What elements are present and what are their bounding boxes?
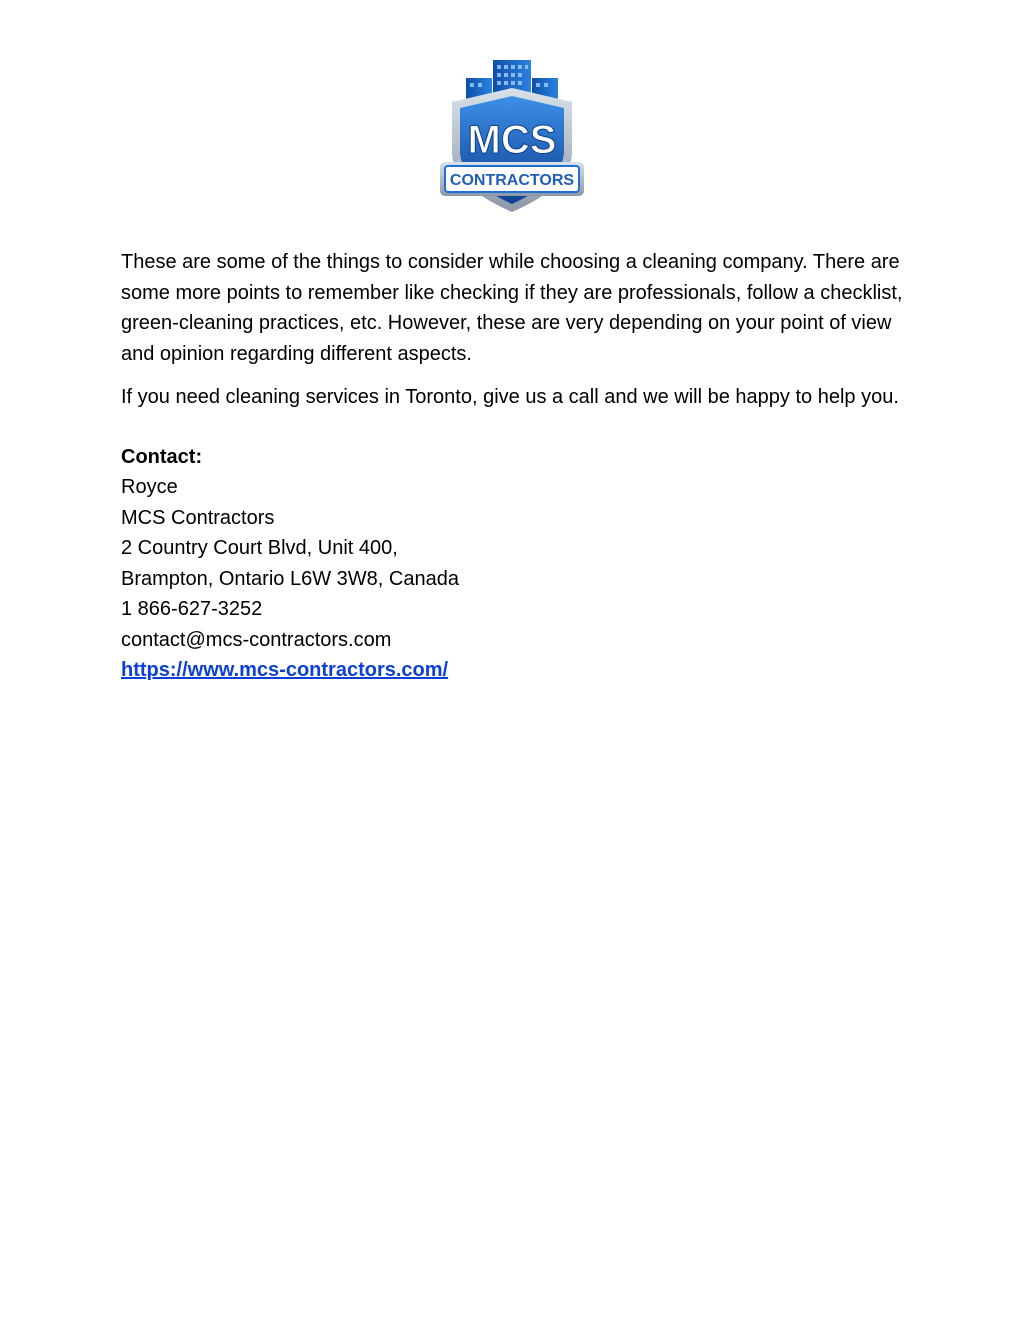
website-link[interactable]: https://www.mcs-contractors.com/ xyxy=(121,659,449,681)
call-to-action-paragraph: If you need cleaning services in Toronto, give us a call and we will be happy to help you. xyxy=(121,386,899,408)
company-logo xyxy=(438,56,586,216)
contact-company: MCS Contractors xyxy=(121,506,275,529)
intro-paragraph: These are some of the things to consider while choosing a cleaning company. There are some more points to remember like checking if they are professionals, follow a checklist, green-cleaning practices, etc. However, these are very depending on your point of view and opinion regarding different aspects. xyxy=(121,251,903,365)
contact-phone: 1 866-627-3252 xyxy=(121,598,263,620)
contact-email: contact@mcs-contractors.com xyxy=(121,628,392,651)
mcs-logo-graphic xyxy=(438,56,586,216)
contact-heading: Contact: xyxy=(121,445,203,468)
contact-address-line-1: 2 Country Court Blvd, Unit 400, xyxy=(121,537,398,559)
contact-address-line-2: Brampton, Ontario L6W 3W8, Canada xyxy=(121,567,459,590)
svg-text:CONTRACTORS: CONTRACTORS xyxy=(449,172,575,189)
document-body xyxy=(121,247,911,686)
contact-block xyxy=(121,442,911,686)
contact-name: Royce xyxy=(121,476,178,498)
svg-text:MCS: MCS xyxy=(467,118,557,162)
